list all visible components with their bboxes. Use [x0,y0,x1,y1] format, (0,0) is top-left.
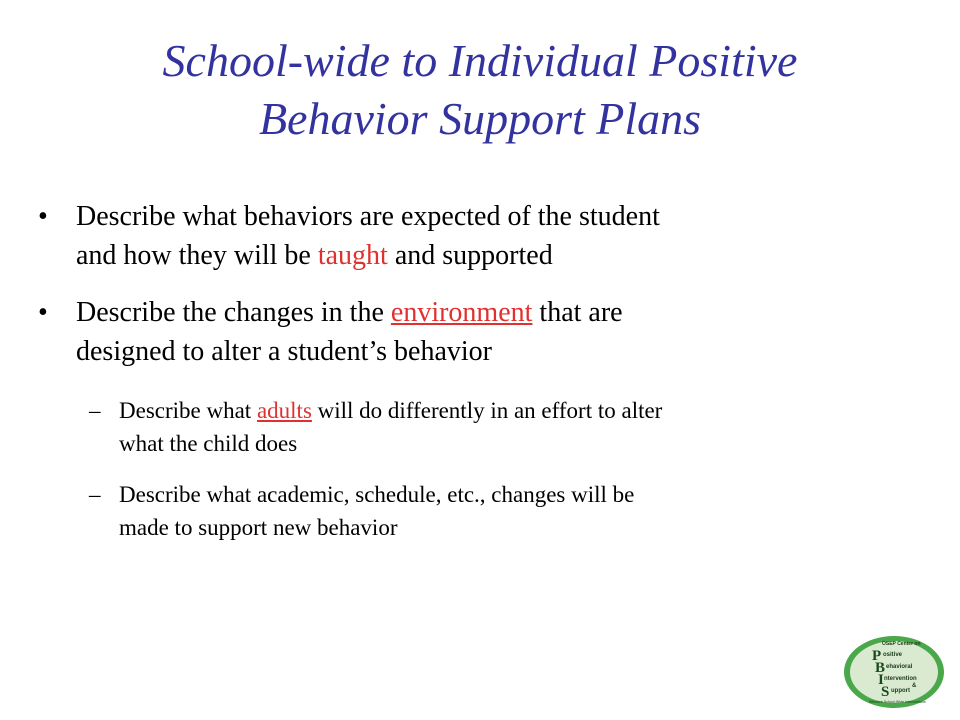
title-line-1: School-wide to Individual Positive [162,35,798,86]
sub-bullet-dash: – [89,482,101,507]
pbis-logo [842,634,946,710]
highlight-environment: environment [390,297,533,328]
bullet-1-line-1: Describe what behaviors are expected of the student [76,201,660,232]
sub-bullet-1-line-1: Describe what adults will do differently in an effort to alter [119,398,663,423]
sub-bullet-2-line-2: made to support new behavior [119,515,398,540]
logo-letter-i: I [878,672,884,688]
logo-letter-p: P [872,648,882,664]
bullet-1 [38,197,898,275]
logo-word-behavioral: ehavioral [886,664,913,670]
bullet-2-line-2: designed to alter a student’s behavior [76,336,492,367]
bullet-2 [38,293,898,371]
bullet-1-line-2: and how they will be taught and supported [76,240,553,271]
logo-amp: & [912,683,917,689]
sub-bullet-1 [89,394,889,460]
bullet-2-line-1: Describe the changes in the environment that are [76,297,623,328]
highlight-adults: adults [256,398,312,423]
logo-word-positive: ositive [883,652,903,658]
sub-bullet-dash: – [89,398,101,423]
logo-bottom-text: Effective School-Wide Interventions [869,700,926,704]
logo-word-intervention: ntervention [884,676,917,682]
sub-bullet-2 [89,478,889,544]
sub-bullet-2-line-1: Describe what academic, schedule, etc., changes will be [119,482,635,507]
logo-letter-s: S [881,684,890,700]
logo-word-support: upport [891,688,910,694]
bullet-dot: • [38,201,48,232]
slide-title [0,32,960,148]
sub-bullet-1-line-2: what the child does [119,431,298,456]
logo-letter-b: B [875,660,886,676]
highlight-taught: taught [317,240,388,271]
bullet-dot: • [38,297,48,328]
title-line-2: Behavior Support Plans [258,93,702,144]
logo-top-text: OSEP Center on [882,641,921,647]
